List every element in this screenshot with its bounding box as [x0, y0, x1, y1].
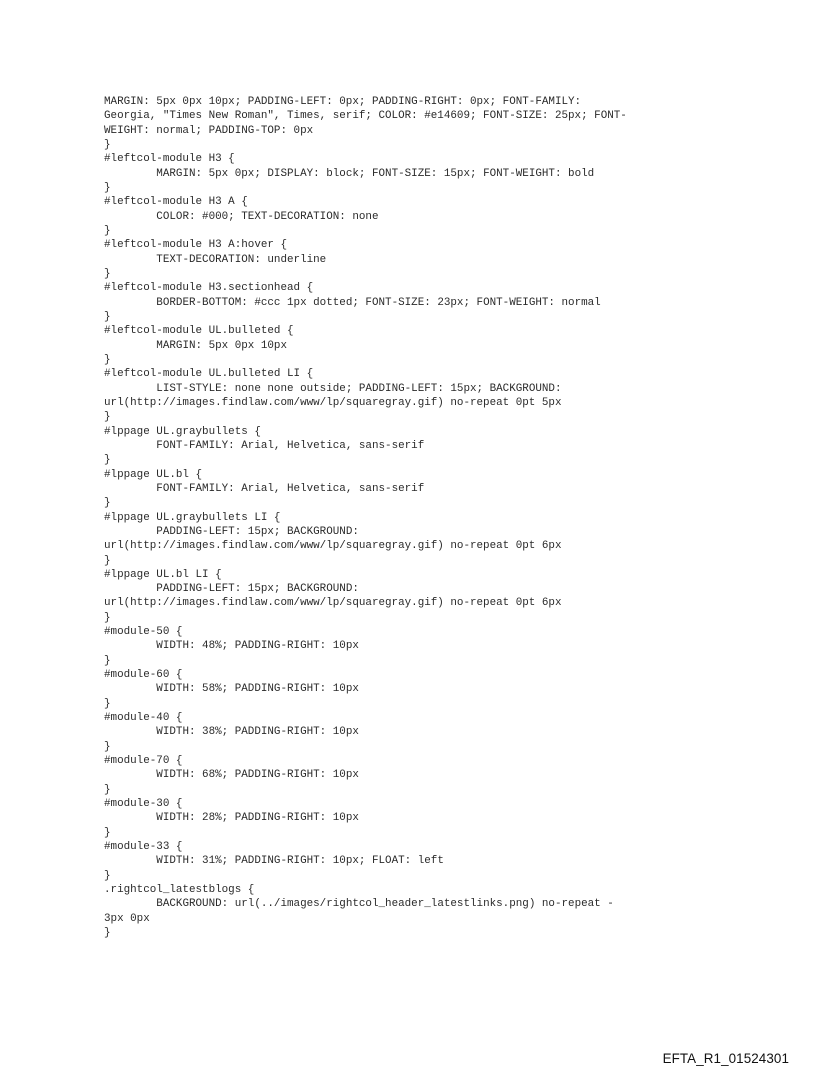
code-line: }: [104, 869, 111, 882]
code-line: }: [104, 181, 111, 194]
code-line: LIST-STYLE: none none outside; PADDING-LEFT: 15px; BACKGROUND:: [104, 382, 562, 395]
code-line: Georgia, "Times New Roman", Times, serif; COLOR: #e14609; FONT-SIZE: 25px; FONT-: [104, 110, 627, 123]
code-line: #module-70 {: [104, 755, 183, 768]
code-line: #leftcol-module H3.sectionhead {: [104, 282, 314, 295]
code-line: #leftcol-module H3 A:hover {: [104, 239, 287, 252]
code-line: #module-30 {: [104, 798, 183, 811]
code-line: #leftcol-module UL.bulleted {: [104, 325, 294, 338]
code-line: #module-40 {: [104, 712, 183, 725]
code-line: url(http://images.findlaw.com/www/lp/squaregray.gif) no-repeat 0pt 6px: [104, 540, 562, 553]
code-line: FONT-FAMILY: Arial, Helvetica, sans-serif: [104, 482, 425, 495]
code-line: FONT-FAMILY: Arial, Helvetica, sans-serif: [104, 439, 425, 452]
code-line: WIDTH: 48%; PADDING-RIGHT: 10px: [104, 640, 359, 653]
code-line: #leftcol-module UL.bulleted LI {: [104, 368, 314, 381]
code-line: #module-33 {: [104, 841, 183, 854]
code-line: PADDING-LEFT: 15px; BACKGROUND:: [104, 525, 359, 538]
code-line: MARGIN: 5px 0px; DISPLAY: block; FONT-SIZE: 15px; FONT-WEIGHT: bold: [104, 167, 595, 180]
code-line: WEIGHT: normal; PADDING-TOP: 0px: [104, 124, 314, 137]
code-line: #module-50 {: [104, 626, 183, 639]
code-line: #module-60 {: [104, 669, 183, 682]
code-line: #lppage UL.bl {: [104, 468, 203, 481]
code-line: }: [104, 310, 111, 323]
code-line: url(http://images.findlaw.com/www/lp/squaregray.gif) no-repeat 0pt 5px: [104, 396, 562, 409]
code-line: #lppage UL.bl LI {: [104, 568, 222, 581]
document-id-label: EFTA_R1_01524301: [662, 1051, 789, 1066]
code-line: }: [104, 654, 111, 667]
code-line: }: [104, 224, 111, 237]
code-line: BACKGROUND: url(../images/rightcol_header_latestlinks.png) no-repeat -: [104, 898, 614, 911]
code-line: }: [104, 411, 111, 424]
code-line: PADDING-LEFT: 15px; BACKGROUND:: [104, 583, 359, 596]
code-line: #lppage UL.graybullets {: [104, 425, 261, 438]
code-line: }: [104, 138, 111, 151]
code-line: url(http://images.findlaw.com/www/lp/squaregray.gif) no-repeat 0pt 6px: [104, 597, 562, 610]
code-line: }: [104, 353, 111, 366]
code-line: #leftcol-module H3 {: [104, 153, 235, 166]
code-line: WIDTH: 68%; PADDING-RIGHT: 10px: [104, 769, 359, 782]
code-line: }: [104, 783, 111, 796]
code-line: }: [104, 497, 111, 510]
code-line: }: [104, 697, 111, 710]
code-line: TEXT-DECORATION: underline: [104, 253, 327, 266]
code-line: .rightcol_latestblogs {: [104, 884, 255, 897]
code-line: COLOR: #000; TEXT-DECORATION: none: [104, 210, 379, 223]
code-line: }: [104, 611, 111, 624]
code-line: MARGIN: 5px 0px 10px; PADDING-LEFT: 0px; PADDING-RIGHT: 0px; FONT-FAMILY:: [104, 96, 582, 108]
code-line: }: [104, 554, 111, 567]
code-line: }: [104, 740, 111, 753]
code-line: MARGIN: 5px 0px 10px: [104, 339, 288, 352]
code-line: WIDTH: 31%; PADDING-RIGHT: 10px; FLOAT: left: [104, 855, 444, 868]
code-line: #leftcol-module H3 A {: [104, 196, 248, 209]
code-line: #lppage UL.graybullets LI {: [104, 511, 281, 524]
code-line: WIDTH: 38%; PADDING-RIGHT: 10px: [104, 726, 359, 739]
code-line: }: [104, 454, 111, 467]
code-line: 3px 0px: [104, 912, 150, 925]
css-code-listing: [104, 95, 754, 940]
code-line: WIDTH: 28%; PADDING-RIGHT: 10px: [104, 812, 359, 825]
code-line: }: [104, 267, 111, 280]
code-line: BORDER-BOTTOM: #ccc 1px dotted; FONT-SIZE: 23px; FONT-WEIGHT: normal: [104, 296, 601, 309]
code-line: }: [104, 826, 111, 839]
code-line: }: [104, 927, 111, 940]
code-line: WIDTH: 58%; PADDING-RIGHT: 10px: [104, 683, 359, 696]
